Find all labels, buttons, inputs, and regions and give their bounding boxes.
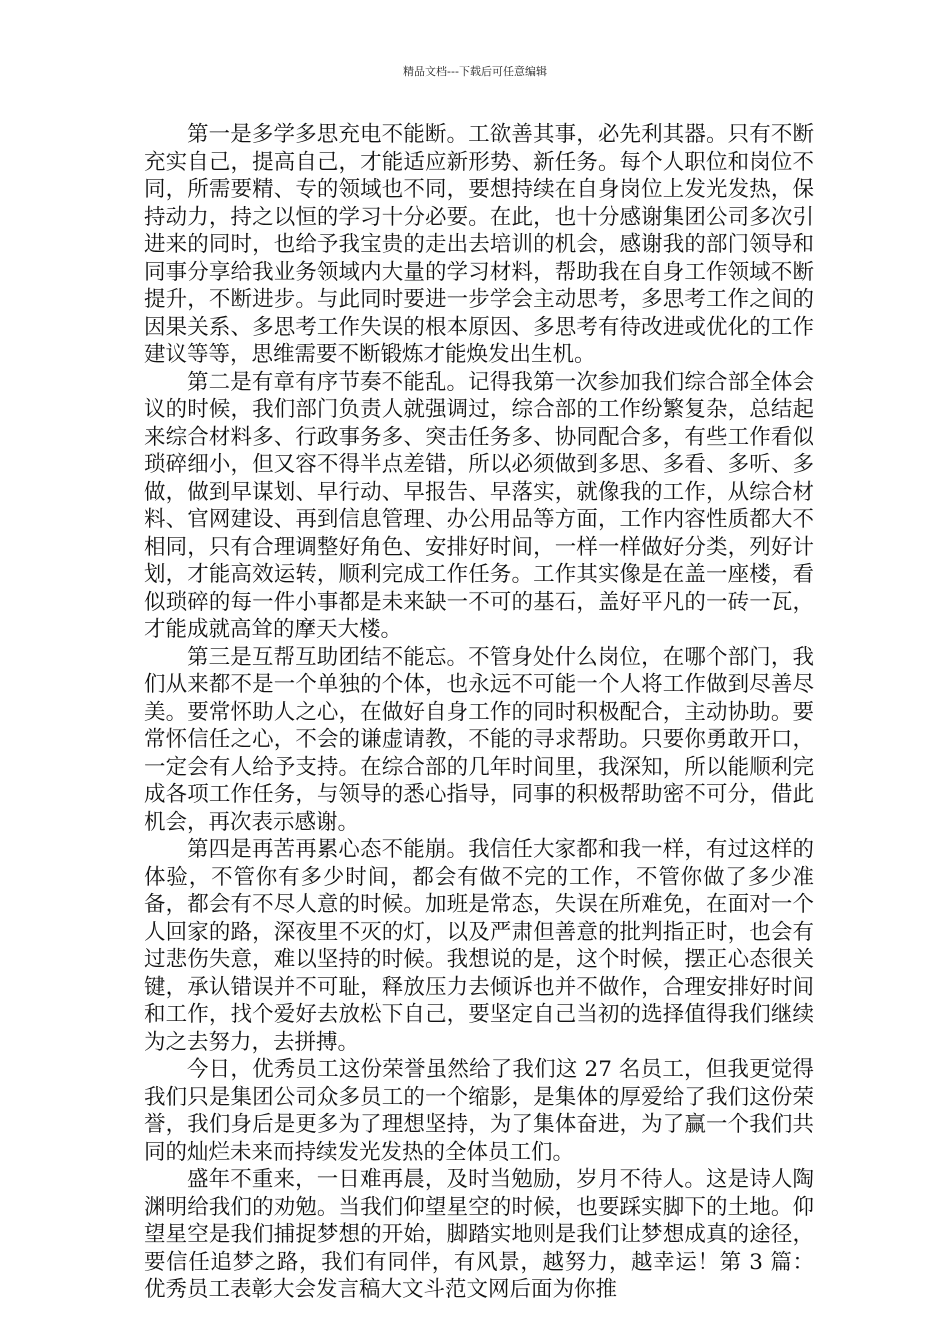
- paragraph-2: 第二是有章有序节奏不能乱。记得我第一次参加我们综合部全体会议的时候，我们部门负责人就强调过，综合部的工作纷繁复杂，总结起来综合材料多、行政事务多、突击任务多、协同配合多，有些工作看似琐碎细小，但又容不得半点差错，所以必须做到多思、多看、多听、多做，做到早谋划、早行动、早报告、早落实，就像我的工作，从综合材料、官网建设、再到信息管理、办公用品等方面，工作内容性质都大不相同，只有合理调整好角色、安排好时间，一样一样做好分类，列好计划，才能高效运转，顺利完成工作任务。工作其实像是在盖一座楼，看似琐碎的每一件小事都是未来缺一不可的基石，盖好平凡的一砖一瓦，才能成就高耸的摩天大楼。: [144, 369, 814, 642]
- paragraph-6: 盛年不重来，一日难再晨，及时当勉励，岁月不待人。这是诗人陶渊明给我们的劝勉。当我们仰望星空的时候，也要踩实脚下的土地。仰望星空是我们捕捉梦想的开始，脚踏实地则是我们让梦想成真的途径，要信任追梦之路，我们有同伴，有风景，越努力，越幸运！第 3 篇：优秀员工表彰大会发言稿大文斗范文网后面为你推: [144, 1167, 814, 1302]
- paragraph-3: 第三是互帮互助团结不能忘。不管身处什么岗位，在哪个部门，我们从来都不是一个单独的个体，也永远不可能一个人将工作做到尽善尽美。要常怀助人之心，在做好自身工作的同时积极配合，主动协助。要常怀信任之心，不会的谦虚请教，不能的寻求帮助。只要你勇敢开口，一定会有人给予支持。在综合部的几年时间里，我深知，所以能顺利完成各项工作任务，与领导的悉心指导，同事的积极帮助密不可分，借此机会，再次表示感谢。: [144, 644, 814, 835]
- paragraph-4: 第四是再苦再累心态不能崩。我信任大家都和我一样，有过这样的体验，不管你有多少时间，都会有做不完的工作，不管你做了多少准备，都会有不尽人意的时候。加班是常态，失误在所难免，在面对一个人回家的路，深夜里不灭的灯，以及严肃但善意的批判指正时，也会有过悲伤失意，难以坚持的时候。我想说的是，这个时候，摆正心态很关键，承认错误并不可耻，释放压力去倾诉也并不做作，合理安排好时间和工作，找个爱好去放松下自己，要坚定自己当初的选择值得我们继续为之去努力，去拼搏。: [144, 837, 814, 1055]
- paragraph-5: 今日，优秀员工这份荣誉虽然给了我们这 27 名员工，但我更觉得我们只是集团公司众多员工的一个缩影，是集体的厚爱给了我们这份荣誉，我们身后是更多为了理想坚持，为了集体奋进，为了赢一个我们共同的灿烂未来而持续发光发热的全体员工们。: [144, 1057, 814, 1165]
- page-header: 精品文档---下载后可任意编辑: [403, 65, 547, 78]
- document-body: [144, 121, 814, 1304]
- paragraph-1: 第一是多学多思充电不能断。工欲善其事，必先利其器。只有不断充实自己，提高自己，才能适应新形势、新任务。每个人职位和岗位不同，所需要精、专的领域也不同，要想持续在自身岗位上发光发热，保持动力，持之以恒的学习十分必要。在此，也十分感谢集团公司多次引进来的同时，也给予我宝贵的走出去培训的机会，感谢我的部门领导和同事分享给我业务领域内大量的学习材料，帮助我在自身工作领域不断提升，不断进步。与此同时要进一步学会主动思考，多思考工作之间的因果关系、多思考工作失误的根本原因、多思考有待改进或优化的工作建议等等，思维需要不断锻炼才能焕发出生机。: [144, 122, 814, 367]
